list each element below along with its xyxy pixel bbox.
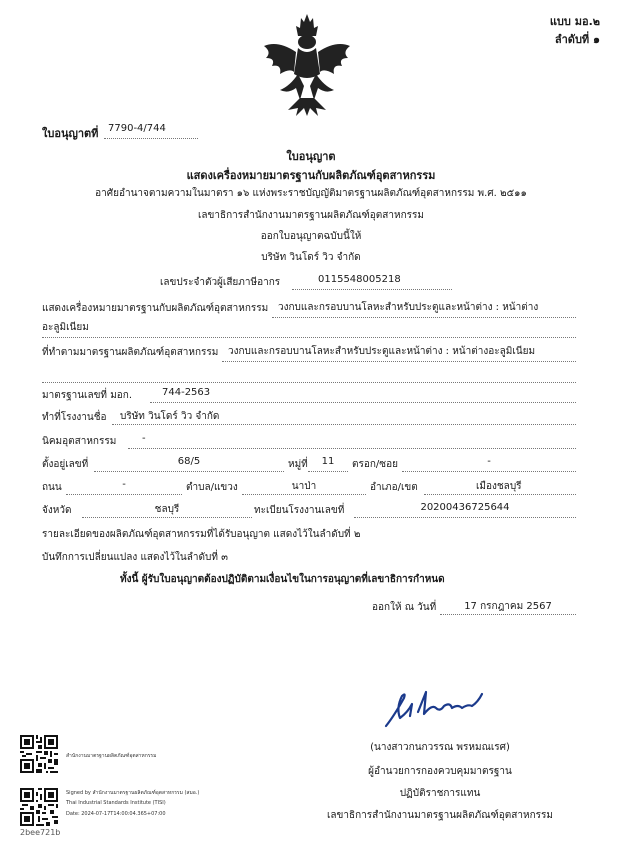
soi-label: ตรอก/ซอย	[352, 459, 398, 470]
district-label: อำเภอ/เขต	[370, 482, 418, 493]
standard-blank-line	[42, 365, 576, 383]
title-description: แสดงเครื่องหมายมาตรฐานกับผลิตภัณฑ์อุตสาหกรรม	[186, 169, 436, 182]
signatory-name: (นางสาวกนกวรรณ พรหมณเรศ)	[370, 742, 510, 753]
road-value: -	[66, 479, 182, 495]
tis-label: มาตรฐานเลขที่ มอก.	[42, 390, 133, 401]
signatory-org: เลขาธิการสำนักงานมาตรฐานผลิตภัณฑ์อุตสาหกรรม	[327, 810, 553, 821]
factory-label: ทำที่โรงงานชื่อ	[42, 412, 107, 423]
tax-id-value: 0115548005218	[292, 274, 452, 290]
condition-note: ทั้งนี้ ผู้รับใบอนุญาตต้องปฏิบัติตามเงื่อนไขในการอนุญาตที่เลขาธิการกำหนด	[120, 574, 445, 585]
signature-icon	[378, 682, 494, 732]
road-label: ถนน	[42, 482, 62, 493]
authority-line: อาศัยอำนาจตามความในมาตรา ๑๖ แห่งพระราชบัญญัติมาตรฐานผลิตภัณฑ์อุตสาหกรรม พ.ศ. ๒๕๑๑	[95, 188, 527, 199]
title-license: ใบอนุญาต	[286, 150, 336, 163]
district-value: เมืองชลบุรี	[424, 479, 576, 495]
company-name: บริษัท วินโดร์ วิว จำกัด	[261, 252, 361, 263]
subdistrict-value: นาป่า	[242, 479, 366, 495]
mark-value-2: อะลูมิเนียม	[42, 320, 576, 338]
address-number: 68/5	[94, 456, 284, 472]
garuda-emblem-icon	[258, 12, 356, 120]
estate-value: -	[128, 433, 576, 449]
issued-date: 17 กรกฎาคม 2567	[440, 599, 576, 615]
mark-label: แสดงเครื่องหมายมาตรฐานกับผลิตภัณฑ์อุตสาหกรรม	[42, 303, 269, 314]
signatory-acting: ปฏิบัติราชการแทน	[399, 788, 481, 799]
signature-qr-code-icon	[20, 788, 58, 826]
factory-name: บริษัท วินโดร์ วิว จำกัด	[112, 409, 576, 425]
form-order: ลำดับที่ ๑	[554, 33, 600, 46]
soi-value: -	[402, 456, 576, 472]
signatory-position: ผู้อำนวยการกองควบคุมมาตรฐาน	[368, 766, 512, 777]
registration-label: ทะเบียนโรงงานเลขที่	[254, 505, 345, 516]
signed-by-text: Signed by สำนักงานมาตรฐานผลิตภัณฑ์อุตสาหกรรม (สมอ.)	[66, 790, 200, 796]
province-value: ชลบุรี	[82, 502, 252, 518]
form-code: แบบ มอ.๒	[549, 15, 600, 28]
signed-date-text: Date: 2024-07-17T14:00:04.365+07:00	[66, 811, 166, 817]
subdistrict-label: ตำบล/แขวง	[186, 482, 238, 493]
province-label: จังหวัด	[42, 505, 72, 516]
document-code: 2bee721b	[20, 828, 61, 837]
qr-org-text: สำนักงานมาตรฐานผลิตภัณฑ์อุตสาหกรรม	[66, 753, 157, 759]
license-label: ใบอนุญาตที่	[42, 127, 99, 140]
standard-label: ที่ทำตามมาตรฐานผลิตภัณฑ์อุตสาหกรรม	[42, 347, 219, 358]
org-english-text: Thai Industrial Standards Institute (TISI)	[66, 800, 166, 806]
detail-note: รายละเอียดของผลิตภัณฑ์อุตสาหกรรมที่ได้รับอนุญาต แสดงไว้ในลำดับที่ ๒	[42, 529, 361, 540]
issued-label: ออกให้ ณ วันที่	[372, 602, 437, 613]
estate-label: นิคมอุตสาหกรรม	[42, 436, 117, 447]
address-label: ตั้งอยู่เลขที่	[42, 459, 89, 470]
qr-code-icon	[20, 735, 58, 773]
standard-value: วงกบและกรอบบานโลหะสำหรับประตูและหน้าต่าง : หน้าต่างอะลูมิเนียม	[222, 344, 576, 362]
change-note: บันทึกการเปลี่ยนแปลง แสดงไว้ในลำดับที่ ๓	[42, 552, 228, 563]
issue-line: ออกใบอนุญาตฉบับนี้ให้	[260, 231, 362, 242]
moo-number: 11	[308, 456, 348, 472]
mark-value-1: วงกบและกรอบบานโลหะสำหรับประตูและหน้าต่าง : หน้าต่าง	[272, 300, 576, 318]
registration-number: 20200436725644	[354, 502, 576, 518]
tax-id-label: เลขประจำตัวผู้เสียภาษีอากร	[160, 277, 281, 288]
moo-label: หมู่ที่	[288, 459, 308, 470]
license-number: 7790-4/744	[104, 123, 198, 139]
issuer-line: เลขาธิการสำนักงานมาตรฐานผลิตภัณฑ์อุตสาหกรรม	[198, 210, 424, 221]
tis-number: 744-2563	[150, 387, 576, 403]
